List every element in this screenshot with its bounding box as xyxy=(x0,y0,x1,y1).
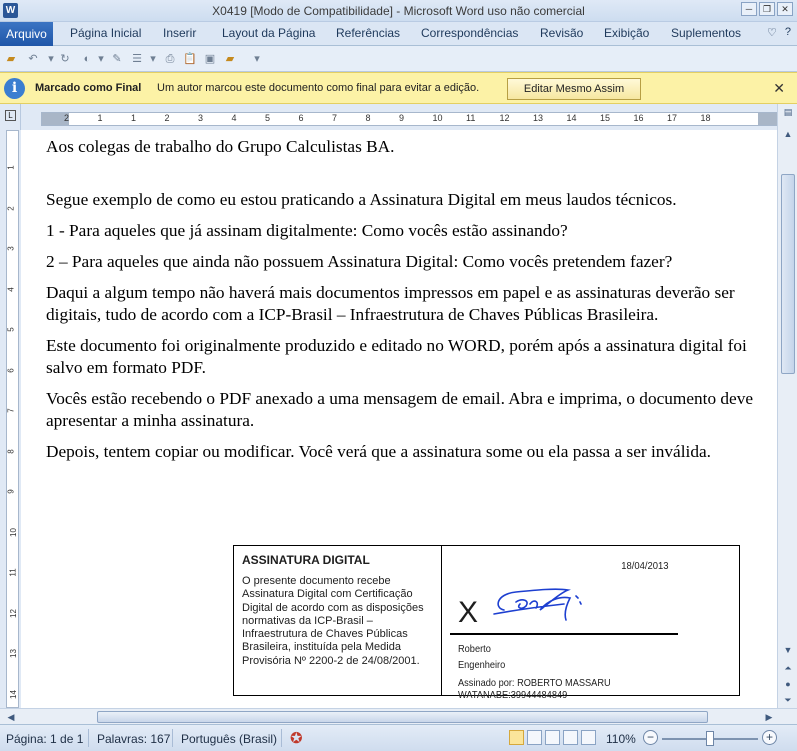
vertical-ruler-number: 5 xyxy=(6,327,16,332)
zoom-in-icon[interactable]: + xyxy=(762,730,777,745)
ruler-number: 18 xyxy=(700,113,711,123)
signer-role: Engenheiro xyxy=(458,659,506,671)
ruler-number: 2 xyxy=(164,113,170,123)
tab-exibicao[interactable]: Exibição xyxy=(604,26,650,40)
message-bar xyxy=(0,72,797,104)
ruler-number: 10 xyxy=(432,113,443,123)
handwritten-signature-icon xyxy=(486,580,586,628)
tab-layout-da-pagina[interactable]: Layout da Página xyxy=(222,26,316,40)
page-count[interactable]: Página: 1 de 1 xyxy=(6,732,84,746)
draft-view-icon[interactable] xyxy=(581,730,596,745)
previous-page-icon[interactable]: ⏶ xyxy=(784,663,792,673)
ruler-number: 11 xyxy=(466,113,476,123)
tab-correspondencias[interactable]: Correspondências xyxy=(421,26,519,40)
paragraph[interactable]: Segue exemplo de como eu estou praticando a Assinatura Digital em meus laudos técnicos. xyxy=(46,190,677,209)
signature-title: ASSINATURA DIGITAL xyxy=(242,553,370,567)
ruler-number: 7 xyxy=(332,113,338,123)
browse-object-icon[interactable]: ● xyxy=(785,679,791,689)
signer-name: Roberto xyxy=(458,643,491,655)
tab-suplementos[interactable]: Suplementos xyxy=(671,26,742,40)
close-message-icon[interactable]: ✕ xyxy=(773,80,785,96)
message-text: Um autor marcou este documento como final para evitar a edição. xyxy=(157,82,480,94)
ruler-number: 17 xyxy=(667,113,678,123)
vertical-ruler-number: 8 xyxy=(6,448,16,454)
signed-by-text: Assinado por: ROBERTO MASSARU WATANABE:39944484849 xyxy=(458,677,611,701)
vertical-ruler-number: 11 xyxy=(8,568,18,577)
close-icon[interactable]: ✕ xyxy=(777,2,793,16)
digital-signature-box xyxy=(233,545,740,701)
next-page-icon[interactable]: ⏷ xyxy=(784,695,792,705)
minimize-ribbon-icon[interactable]: ♡ xyxy=(767,27,777,39)
full-screen-reading-icon[interactable] xyxy=(527,730,542,745)
vertical-ruler-number: 13 xyxy=(8,649,18,658)
tab-inserir[interactable]: Inserir xyxy=(163,26,197,40)
ruler-number: 4 xyxy=(231,113,237,123)
zoom-out-icon[interactable]: − xyxy=(643,730,658,745)
open-folder-icon[interactable]: ▰ xyxy=(6,53,16,65)
window-title: X0419 [Modo de Compatibilidade] - Microsoft Word uso não comercial xyxy=(212,4,585,18)
macro-record-icon[interactable]: ✪ xyxy=(290,730,303,747)
vertical-ruler-number: 2 xyxy=(6,205,16,211)
ruler-number: 16 xyxy=(633,113,644,123)
zoom-slider-thumb[interactable] xyxy=(706,731,714,746)
format-painter-icon[interactable]: ✎ xyxy=(112,53,122,65)
line-spacing-icon[interactable]: ☰ xyxy=(132,53,142,65)
quick-access-toolbar xyxy=(0,46,797,72)
signature-date: 18/04/2013 xyxy=(621,560,669,572)
customize-toolbar-icon[interactable]: ▾ xyxy=(254,53,260,65)
message-title: Marcado como Final xyxy=(35,82,142,94)
tab-selector[interactable] xyxy=(0,104,21,130)
minimize-icon[interactable]: ─ xyxy=(741,2,757,16)
ruler-number: 15 xyxy=(600,113,611,123)
vertical-ruler-number: 12 xyxy=(8,608,18,618)
save-icon[interactable]: ▣ xyxy=(204,53,216,65)
horizontal-scrollbar[interactable] xyxy=(0,708,797,724)
ruler-number: 14 xyxy=(566,113,577,123)
edit-anyway-button[interactable]: Editar Mesmo Assim xyxy=(507,78,641,100)
line-spacing-dropdown-icon[interactable]: ▾ xyxy=(150,53,156,65)
shading-icon[interactable]: ◐ xyxy=(83,53,91,65)
vertical-scroll-thumb[interactable] xyxy=(781,174,795,374)
horizontal-ruler[interactable] xyxy=(21,104,777,130)
vertical-ruler-number: 10 xyxy=(8,527,18,537)
tab-pagina-inicial[interactable]: Página Inicial xyxy=(70,26,142,40)
vertical-scrollbar[interactable] xyxy=(777,104,797,708)
tab-stop-icon: L xyxy=(5,110,16,121)
ruler-number: 13 xyxy=(533,113,544,123)
ruler-number: 1 xyxy=(97,113,103,123)
paragraph[interactable]: 1 - Para aqueles que já assinam digitalmente: Como vocês estão assinando? xyxy=(46,221,568,240)
help-icon[interactable]: ? xyxy=(784,26,791,38)
vertical-ruler-number: 14 xyxy=(8,689,18,699)
scroll-down-icon[interactable]: ▼ xyxy=(783,645,793,655)
ruler-number: 3 xyxy=(198,113,204,123)
signature-x-mark: X xyxy=(458,596,479,629)
paste-icon[interactable]: 📋 xyxy=(183,53,197,65)
zoom-level[interactable]: 110% xyxy=(606,732,636,746)
ruler-number: 5 xyxy=(265,113,271,123)
ruler-number: 1 xyxy=(131,113,137,123)
word-count[interactable]: Palavras: 167 xyxy=(97,732,171,746)
vertical-ruler-number: 4 xyxy=(6,286,16,292)
signature-line xyxy=(450,633,678,635)
scroll-up-icon[interactable]: ▲ xyxy=(783,129,793,139)
info-icon: i xyxy=(4,78,25,99)
vertical-ruler-number: 3 xyxy=(6,246,16,251)
scroll-left-icon[interactable]: ◀ xyxy=(7,712,15,722)
print-layout-view-icon[interactable] xyxy=(509,730,524,745)
paragraph-greeting[interactable]: Aos colegas de trabalho do Grupo Calculistas BA. xyxy=(46,137,395,156)
ruler-number: 9 xyxy=(399,113,405,123)
paragraph[interactable]: Este documento foi originalmente produzido e editado no WORD, porém após a assinatura digital foi salvo em formato PDF. xyxy=(46,336,747,377)
status-bar xyxy=(0,724,797,751)
title-bar xyxy=(0,0,797,22)
word-app-icon[interactable]: W xyxy=(3,3,18,18)
paragraph[interactable]: Depois, tentem copiar ou modificar. Você verá que a assinatura some ou ela passa a ser inválida. xyxy=(46,442,711,461)
shading-dropdown-icon[interactable]: ▾ xyxy=(98,53,104,65)
paragraph[interactable]: Daqui a algum tempo não haverá mais documentos impressos em papel e as assinaturas deverão ser digitais, tudo de acordo com a ICP-Brasil – Infraestrutura de Chaves Públicas Brasileira. xyxy=(46,283,735,324)
folder-icon[interactable]: ▰ xyxy=(225,53,235,65)
vertical-ruler[interactable] xyxy=(0,130,21,708)
vertical-ruler-number: 9 xyxy=(6,489,16,494)
vertical-ruler-number: 1 xyxy=(6,165,16,170)
tab-arquivo[interactable]: Arquivo xyxy=(0,22,53,46)
tab-revisao[interactable]: Revisão xyxy=(540,26,584,40)
paragraph[interactable]: 2 – Para aqueles que ainda não possuem Assinatura Digital: Como vocês pretendem fazer? xyxy=(46,252,673,271)
redo-icon[interactable]: ↻ xyxy=(60,53,70,65)
scroll-right-icon[interactable]: ▶ xyxy=(765,712,773,722)
vertical-ruler-number: 6 xyxy=(6,367,16,373)
document-page[interactable] xyxy=(21,130,777,708)
restore-icon[interactable]: ❐ xyxy=(759,2,775,16)
vertical-ruler-number: 7 xyxy=(6,408,16,413)
ribbon-tabs xyxy=(0,22,797,46)
ruler-number: 12 xyxy=(499,113,510,123)
print-icon[interactable]: ⎙ xyxy=(165,53,175,65)
ruler-number: 8 xyxy=(365,113,371,123)
undo-dropdown-icon[interactable]: ▾ xyxy=(48,53,54,65)
language-indicator[interactable]: Português (Brasil) xyxy=(181,732,278,746)
horizontal-scroll-thumb[interactable] xyxy=(97,711,708,723)
undo-icon[interactable]: ↶ xyxy=(28,53,38,65)
tab-referencias[interactable]: Referências xyxy=(336,26,401,40)
ruler-number: 2 xyxy=(64,113,70,123)
document-body[interactable] xyxy=(46,136,756,472)
paragraph[interactable]: Vocês estão recebendo o PDF anexado a uma mensagem de email. Abra e imprima, o documento deve apresentar a minha assinatura. xyxy=(46,389,754,430)
signature-description: O presente documento recebe Assinatura Digital com Certificação Digital de acordo com as disposições normativas da ICP-Brasil – Infraestrutura de Chaves Públicas Brasileira, instituída pela Medida Provisória Nº 2200-2 de 24/08/2001. xyxy=(242,575,424,667)
web-layout-icon[interactable] xyxy=(545,730,560,745)
outline-view-icon[interactable] xyxy=(563,730,578,745)
ruler-number: 6 xyxy=(298,113,304,123)
ruler-toggle-icon[interactable]: ▤ xyxy=(783,107,793,117)
